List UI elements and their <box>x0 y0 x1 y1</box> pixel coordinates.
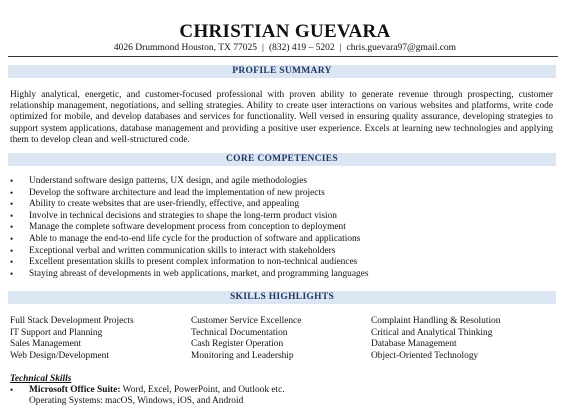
bullet-icon: • <box>10 268 14 279</box>
profile-summary-text: Highly analytical, energetic, and customer-focused professional with proven ability to generate revenue through prospecting, customer relationship management, negotiations, and selling strategies. Ability to create user interactions on various websites and platforms, write code optimized for mobile, and develop databases and services for functionality. Well versed in ensuring quality assurance, developing strategies to support system applications, database management and providing a positive user experience. Excels at learning new technologies and applying them to develop clean and well-structured code. <box>10 90 553 145</box>
bullet-icon: • <box>10 233 14 244</box>
competency-text: Excellent presentation skills to present complex information to non-technical audiences <box>29 257 358 268</box>
skill-item: Critical and Analytical Thinking <box>371 327 493 338</box>
technical-skill-label: Microsoft Office Suite: <box>29 385 121 395</box>
contact-line <box>0 42 570 54</box>
competency-text: Ability to create websites that are user-friendly, effective, and appealing <box>29 199 300 210</box>
separator: | <box>262 43 264 53</box>
section-heading-skills-highlights: SKILLS HIGHLIGHTS <box>8 291 556 304</box>
technical-skill-row <box>10 385 285 396</box>
list-item <box>10 246 369 258</box>
candidate-name: CHRISTIAN GUEVARA <box>179 21 391 42</box>
skills-column-3 <box>371 316 500 362</box>
competency-text: Develop the software architecture and lead the implementation of new projects <box>29 187 325 198</box>
skill-item: Web Design/Development <box>10 350 109 361</box>
technical-skill-value: Word, Excel, PowerPoint, and Outlook etc. <box>120 385 285 395</box>
competency-text: Staying abreast of developments in web applications, market, and programming languages <box>29 268 369 279</box>
skill-item: Complaint Handling & Resolution <box>371 316 501 326</box>
competency-text: Involve in technical decisions and strategies to shape the long-term product vision <box>29 210 337 221</box>
skill-item: IT Support and Planning <box>10 327 103 338</box>
skill-item: Object-Oriented Technology <box>371 350 479 361</box>
skills-column-1 <box>10 316 134 362</box>
bullet-icon: • <box>10 222 14 233</box>
skill-item: Technical Documentation <box>191 327 288 338</box>
list-item <box>10 176 369 188</box>
bullet-icon: • <box>10 199 14 210</box>
competency-text: Able to manage the end-to-end life cycle for the production of software and applications <box>29 233 361 244</box>
list-item <box>10 234 369 246</box>
email[interactable]: chris.guevara97@gmail.com <box>346 43 457 53</box>
list-item <box>10 257 369 269</box>
technical-skills-heading: Technical Skills <box>10 374 72 384</box>
list-item <box>10 269 369 281</box>
section-heading-profile-summary: PROFILE SUMMARY <box>8 65 556 78</box>
list-item <box>10 222 369 234</box>
bullet-icon: • <box>10 245 14 256</box>
list-item <box>10 188 369 200</box>
address: 4026 Drummond Houston, TX 77025 <box>113 43 258 53</box>
skill-item: Customer Service Excellence <box>191 316 302 326</box>
skill-item: Sales Management <box>10 339 82 350</box>
competencies-list <box>10 176 369 280</box>
competency-text: Understand software design patterns, UX design, and agile methodologies <box>29 176 308 186</box>
skill-item: Full Stack Development Projects <box>10 316 134 326</box>
list-item <box>10 199 369 211</box>
section-heading-core-competencies: CORE COMPETENCIES <box>8 153 556 166</box>
bullet-icon: • <box>10 385 14 395</box>
bullet-icon: • <box>10 176 14 186</box>
skill-item: Cash Register Operation <box>191 339 284 350</box>
bullet-icon: • <box>10 210 14 221</box>
bullet-icon: • <box>10 187 14 198</box>
competency-text: Exceptional verbal and written communication skills to interact with stakeholders <box>29 245 336 256</box>
technical-skill-row-partial: Operating Systems: macOS, Windows, iOS, and Android <box>29 396 244 406</box>
skill-item: Database Management <box>371 339 457 350</box>
skills-column-2 <box>191 316 301 362</box>
list-item <box>10 211 369 223</box>
separator: | <box>339 43 342 53</box>
phone: (832) 419 – 5202 <box>268 43 335 53</box>
competency-text: Manage the complete software development process from conception to deployment <box>29 222 346 233</box>
bullet-icon: • <box>10 257 14 268</box>
header-divider <box>8 56 558 57</box>
skill-item: Monitoring and Leadership <box>191 350 294 361</box>
